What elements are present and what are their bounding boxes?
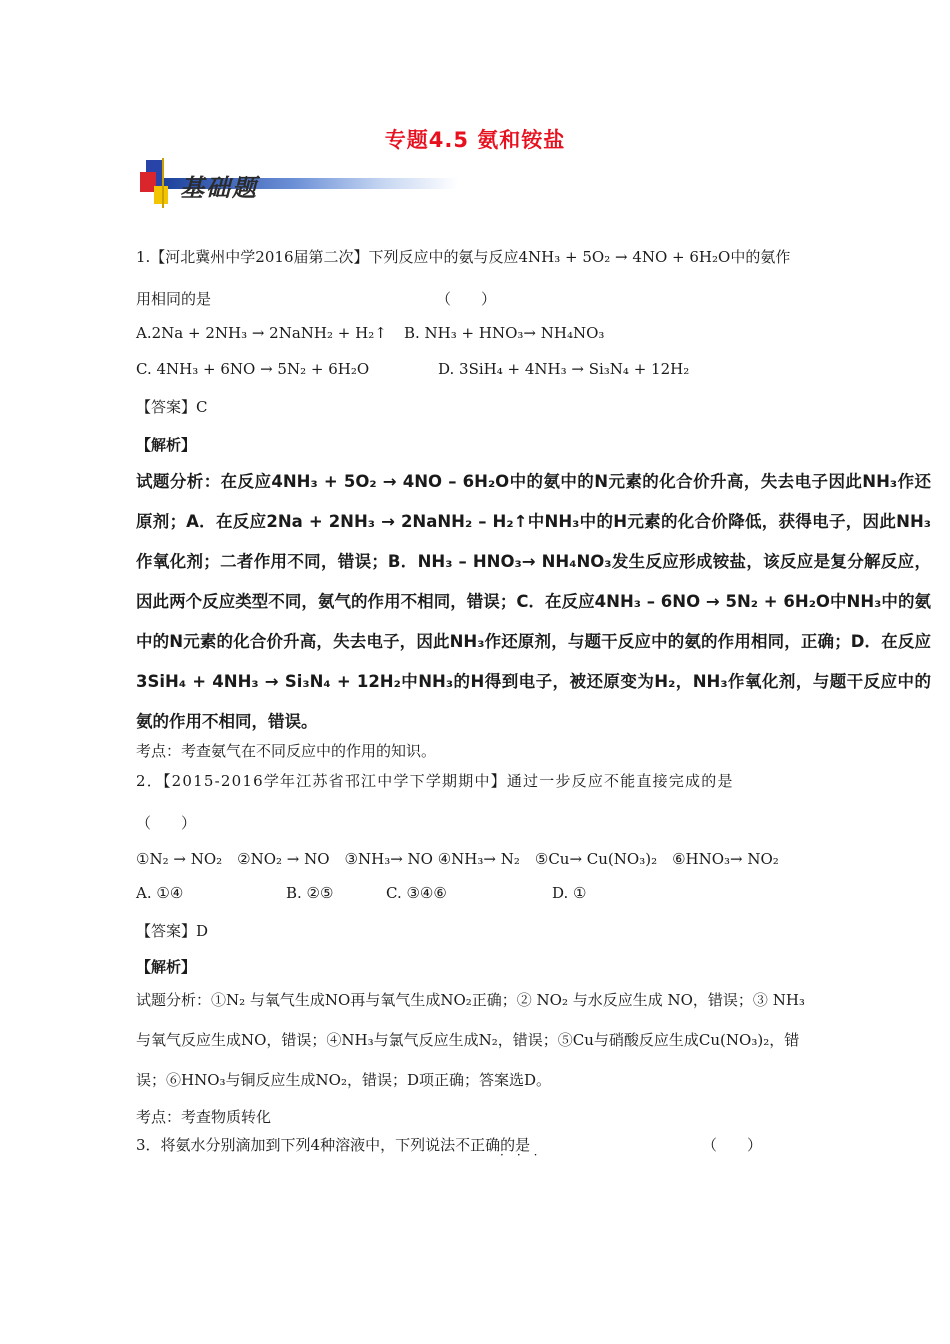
page-title: 专题4.5 氨和铵盐 xyxy=(384,128,566,152)
section-banner xyxy=(136,158,466,210)
q2-kaodian: 考点：考查物质转化 xyxy=(136,1108,272,1126)
q1-answer-paren: （ ） xyxy=(436,290,497,308)
q2-option-a: A. ①④ xyxy=(136,884,184,902)
banner-yellow-block xyxy=(154,186,168,204)
q2-answer: 【答案】D xyxy=(136,922,209,940)
q2-analysis-text: 试题分析：①N₂ 与氧气生成NO再与氧气生成NO₂正确；② NO₂ 与水反应生成 NO，错误；③ NH₃与氧气反应生成NO，错误；④NH₃与氯气反应生成N₂，错误；⑤Cu与硝酸反应生成Cu(NO₃)₂，错误；⑥HNO₃与铜反应生成NO₂，错误；D项正确；答案选D。 xyxy=(136,991,805,1089)
q1-kaodian: 考点：考查氨气在不同反应中的作用的知识。 xyxy=(136,742,437,760)
q2-items: ①N₂ → NO₂ ②NO₂ → NO ③NH₃→ NO ④NH₃→ N₂ ⑤Cu→ Cu(NO₃)₂ ⑥HNO₃→ NO₂ xyxy=(136,850,779,868)
q1-option-a: A.2Na + 2NH₃ → 2NaNH₂ + H₂↑ xyxy=(136,324,387,342)
q1-answer: 【答案】C xyxy=(136,398,208,416)
banner-label: 基础题 xyxy=(180,173,258,202)
q1-analysis-heading: 【解析】 xyxy=(136,436,197,454)
q2-answer-paren: （ ） xyxy=(136,814,197,832)
q2-analysis-heading: 【解析】 xyxy=(136,958,197,976)
q2-option-b: B. ②⑤ xyxy=(286,884,334,902)
q2-stem: 2．【2015-2016学年江苏省邗江中学下学期期中】通过一步反应不能直接完成的是 xyxy=(136,772,734,790)
q1-option-d: D. 3SiH₄ + 4NH₃ → Si₃N₄ + 12H₂ xyxy=(438,360,690,378)
q3-stem: 3．将氨水分别滴加到下列4种溶液中，下列说法不正确的是 xyxy=(136,1136,531,1154)
q1-analysis-text: 试题分析：在反应4NH₃ + 5O₂ → 4NO – 6H₂O中的氨中的N元素的化合价升高，失去电子因此NH₃作还原剂；A．在反应2Na + 2NH₃ → 2NaNH₂ – H₂↑中NH₃中的H元素的化合价降低，获得电子，因此NH₃作氧化剂；二者作用不同，错误；B．NH₃ – HNO₃→ NH₄NO₃发生反应形成铵盐，该反应是复分解反应，因此两个反应类型不同，氨气的作用不相同，错误；C．在反应4NH₃ – 6NO → 5N₂ + 6H₂O中NH₃中的氨中的N元素的化合价升高，失去电子，因此NH₃作还原剂，与题干反应中的氨的作用相同，正确；D．在反应3SiH₄ + 4NH₃ → Si₃N₄ + 12H₂中NH₃的H得到电子，被还原变为H₂，NH₃作氧化剂，与题干反应中的氨的作用不相同，错误。 xyxy=(136,472,931,731)
q1-option-b: B. NH₃ + HNO₃→ NH₄NO₃ xyxy=(404,324,605,342)
q1-stem-line2: 用相同的是 xyxy=(136,290,212,308)
q1-stem-line1: 1.【河北冀州中学2016届第二次】下列反应中的氨与反应4NH₃ + 5O₂ → 4NO + 6H₂O中的氨作 xyxy=(136,248,791,266)
q3-emphasis-dots: ··· xyxy=(500,1148,551,1162)
q2-option-d: D. ① xyxy=(552,884,587,902)
banner-divider xyxy=(162,158,164,208)
q2-option-c: C. ③④⑥ xyxy=(386,884,447,902)
q3-answer-paren: （ ） xyxy=(702,1136,763,1154)
q1-option-c: C. 4NH₃ + 6NO → 5N₂ + 6H₂O xyxy=(136,360,370,378)
